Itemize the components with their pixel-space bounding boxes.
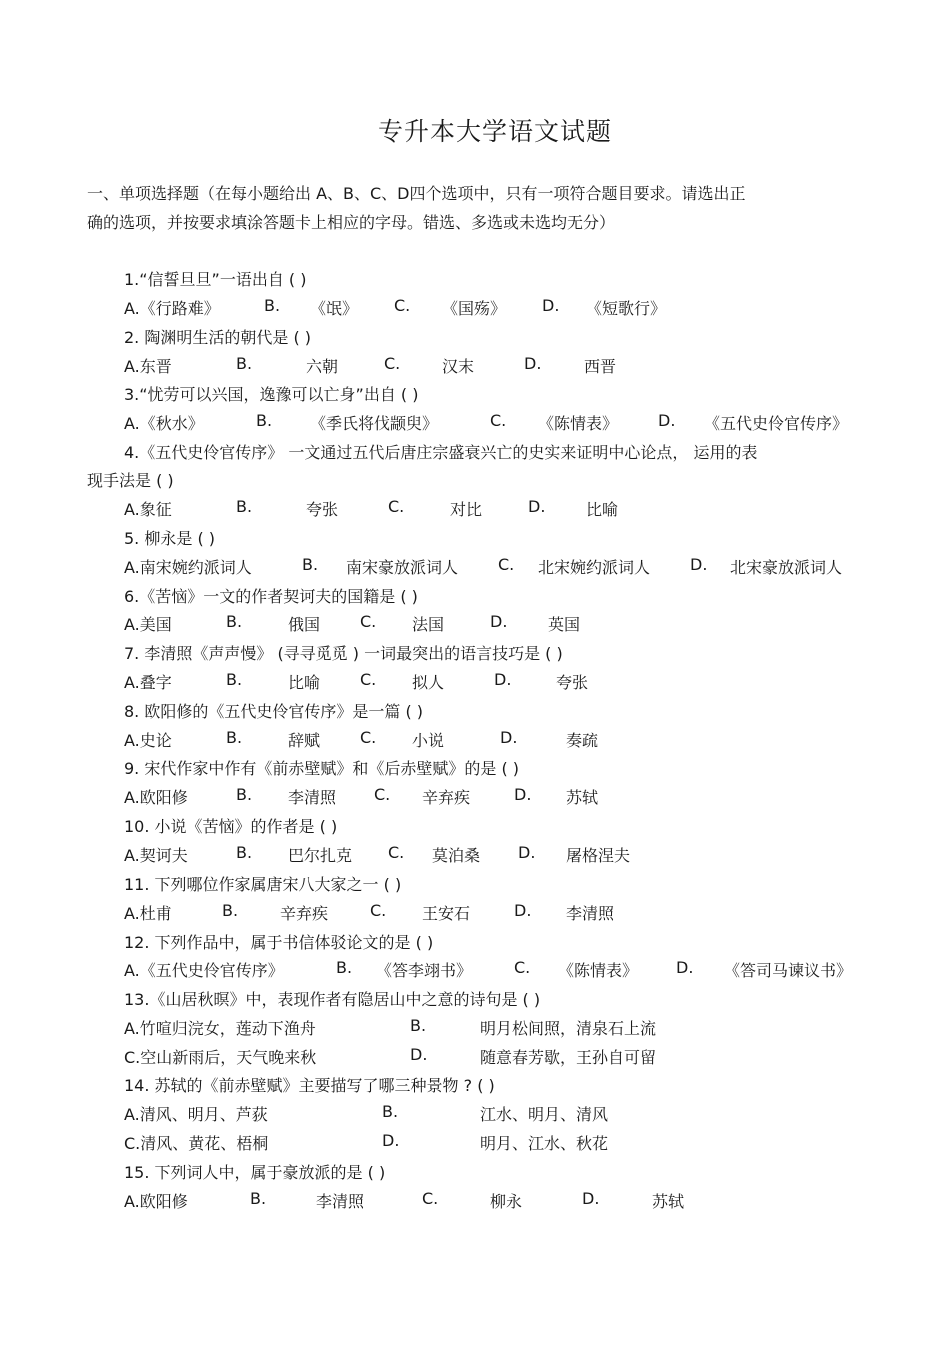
option-d: 随意春芳歇，王孙自可留 <box>480 1048 657 1067</box>
option-c: 柳永 <box>490 1192 523 1211</box>
option-c-letter: C. <box>388 497 405 516</box>
option-b-letter: B. <box>250 1189 267 1208</box>
option-b: 辛弃疾 <box>280 904 329 923</box>
option-b: 巴尔扎克 <box>288 846 353 865</box>
option-b: 南宋豪放派词人 <box>346 558 459 577</box>
option-a: A.《五代史伶官传序》 <box>124 961 284 980</box>
option-c: 拟人 <box>412 673 445 692</box>
option-d: 《答司马谏议书》 <box>724 961 853 980</box>
option-b: 李清照 <box>316 1192 365 1211</box>
question-7-options <box>124 670 884 692</box>
option-c: 《国殇》 <box>442 299 507 318</box>
question-13-options-row-2 <box>124 1045 884 1067</box>
option-b: 明月松间照，清泉石上流 <box>480 1019 657 1038</box>
option-b: 辞赋 <box>288 731 321 750</box>
question-5-options <box>124 555 884 577</box>
option-a: A.欧阳修 <box>124 1192 188 1211</box>
option-b: 比喻 <box>288 673 321 692</box>
option-d-letter: D. <box>514 901 532 920</box>
option-d-letter: D. <box>514 785 532 804</box>
instructions-line-1: 一、单项选择题（在每小题给出 A、B、C、D四个选项中，只有一项符合题目要求。请选出正 <box>87 184 746 203</box>
question-12-options <box>124 958 884 980</box>
question-3-options <box>124 411 884 433</box>
option-c: 法国 <box>412 615 445 634</box>
option-d-letter: D. <box>542 296 560 315</box>
option-c: 小说 <box>412 731 445 750</box>
option-b-letter: B. <box>236 354 253 373</box>
question-11-stem: 11. 下列哪位作家属唐宋八大家之一 ( ) <box>124 875 402 894</box>
option-c-letter: C. <box>394 296 411 315</box>
option-d: 苏轼 <box>566 788 599 807</box>
option-d-letter: D. <box>490 612 508 631</box>
option-c-letter: C. <box>384 354 401 373</box>
option-b-letter: B. <box>226 612 243 631</box>
question-2-options <box>124 354 884 376</box>
option-b-letter: B. <box>336 958 353 977</box>
option-b-letter: B. <box>302 555 319 574</box>
option-b-letter: B. <box>236 785 253 804</box>
option-a: A.史论 <box>124 731 172 750</box>
option-d-letter: D. <box>500 728 518 747</box>
option-a: A.竹喧归浣女，莲动下渔舟 <box>124 1019 316 1038</box>
option-c: 王安石 <box>422 904 471 923</box>
option-d-letter: D. <box>690 555 708 574</box>
option-c-letter: C. <box>388 843 405 862</box>
question-9-stem: 9. 宋代作家中作有《前赤壁赋》和《后赤壁赋》的是 ( ) <box>124 759 520 778</box>
option-c-letter: C. <box>374 785 391 804</box>
question-4-stem: 4.《五代史伶官传序》 一文通过五代后唐庄宗盛衰兴亡的史实来证明中心论点， 运用的表 <box>124 443 758 462</box>
option-b-letter: B. <box>264 296 281 315</box>
question-10-options <box>124 843 884 865</box>
option-a: A.叠字 <box>124 673 172 692</box>
option-c: 汉末 <box>442 357 475 376</box>
option-a: A.东晋 <box>124 357 172 376</box>
option-d-letter: D. <box>524 354 542 373</box>
question-5-stem: 5. 柳永是 ( ) <box>124 529 216 548</box>
option-b: 《答李翊书》 <box>376 961 473 980</box>
option-b-letter: B. <box>226 728 243 747</box>
option-d-letter: D. <box>582 1189 600 1208</box>
option-c: 莫泊桑 <box>432 846 481 865</box>
question-12-stem: 12. 下列作品中，属于书信体驳论文的是 ( ) <box>124 933 434 952</box>
option-a: A.清风、明月、芦荻 <box>124 1105 268 1124</box>
option-d: 西晋 <box>584 357 617 376</box>
page-title: 专升本大学语文试题 <box>377 117 612 146</box>
question-8-stem: 8. 欧阳修的《五代史伶官传序》是一篇 ( ) <box>124 702 424 721</box>
option-c-letter: C. <box>422 1189 439 1208</box>
option-c-letter: C. <box>360 670 377 689</box>
question-1-options <box>124 296 884 318</box>
option-d-letter: D. <box>676 958 694 977</box>
option-b-letter: B. <box>222 901 239 920</box>
option-b: 六朝 <box>306 357 339 376</box>
option-b: 俄国 <box>288 615 321 634</box>
question-15-options <box>124 1189 884 1211</box>
question-1-stem: 1.“信誓旦旦”一语出自 ( ) <box>124 270 307 289</box>
option-d: 《短歌行》 <box>586 299 667 318</box>
option-d-letter: D. <box>494 670 512 689</box>
option-d: 比喻 <box>586 500 619 519</box>
question-14-options-row-1 <box>124 1102 884 1124</box>
option-c-letter: C. <box>490 411 507 430</box>
question-8-options <box>124 728 884 750</box>
option-d: 苏轼 <box>652 1192 685 1211</box>
question-10-stem: 10. 小说《苦恼》的作者是 ( ) <box>124 817 338 836</box>
option-d-letter: D. <box>658 411 676 430</box>
option-d-letter: D. <box>410 1045 428 1064</box>
option-b-letter: B. <box>256 411 273 430</box>
option-a: A.南宋婉约派词人 <box>124 558 252 577</box>
option-a: A.《秋水》 <box>124 414 204 433</box>
question-13-stem: 13.《山居秋暝》中，表现作者有隐居山中之意的诗句是 ( ) <box>124 990 541 1009</box>
option-d: 夸张 <box>556 673 589 692</box>
option-c: 北宋婉约派词人 <box>538 558 651 577</box>
option-a: A.《行路难》 <box>124 299 220 318</box>
option-d: 英国 <box>548 615 581 634</box>
question-3-stem: 3.“忧劳可以兴国，逸豫可以亡身”出自 ( ) <box>124 385 419 404</box>
option-a: A.欧阳修 <box>124 788 188 807</box>
option-c: 对比 <box>450 500 483 519</box>
option-d: 明月、江水、秋花 <box>480 1134 609 1153</box>
question-4-options <box>124 497 884 519</box>
question-6-options <box>124 612 884 634</box>
option-b: 《氓》 <box>310 299 359 318</box>
option-d: 北宋豪放派词人 <box>730 558 843 577</box>
question-4-stem-continued: 现手法是 ( ) <box>87 471 174 490</box>
option-c: C.空山新雨后，天气晚来秋 <box>124 1048 317 1067</box>
option-a: A.美国 <box>124 615 172 634</box>
question-13-options-row-1 <box>124 1016 884 1038</box>
option-b-letter: B. <box>226 670 243 689</box>
question-14-options-row-2 <box>124 1131 884 1153</box>
option-c-letter: C. <box>360 728 377 747</box>
option-c: 《陈情表》 <box>558 961 639 980</box>
option-d: 李清照 <box>566 904 615 923</box>
option-a: A.象征 <box>124 500 172 519</box>
option-d: 屠格涅夫 <box>566 846 631 865</box>
option-b-letter: B. <box>236 497 253 516</box>
option-b: 李清照 <box>288 788 337 807</box>
option-d-letter: D. <box>382 1131 400 1150</box>
question-9-options <box>124 785 884 807</box>
question-7-stem: 7. 李清照《声声慢》 (寻寻觅觅 ) 一词最突出的语言技巧是 ( ) <box>124 644 563 663</box>
option-b-letter: B. <box>236 843 253 862</box>
question-6-stem: 6.《苦恼》一文的作者契诃夫的国籍是 ( ) <box>124 587 418 606</box>
option-d: 奏疏 <box>566 731 599 750</box>
question-15-stem: 15. 下列词人中，属于豪放派的是 ( ) <box>124 1163 386 1182</box>
option-c-letter: C. <box>370 901 387 920</box>
question-2-stem: 2. 陶渊明生活的朝代是 ( ) <box>124 328 312 347</box>
option-a: A.杜甫 <box>124 904 172 923</box>
option-d-letter: D. <box>518 843 536 862</box>
option-b-letter: B. <box>382 1102 399 1121</box>
option-c: 辛弃疾 <box>422 788 471 807</box>
option-b: 江水、明月、清风 <box>480 1105 609 1124</box>
option-c: C.清风、黄花、梧桐 <box>124 1134 269 1153</box>
option-c-letter: C. <box>514 958 531 977</box>
option-a: A.契诃夫 <box>124 846 188 865</box>
option-b: 夸张 <box>306 500 339 519</box>
option-c-letter: C. <box>498 555 515 574</box>
option-b: 《季氏将伐颛臾》 <box>310 414 439 433</box>
option-c-letter: C. <box>360 612 377 631</box>
option-c: 《陈情表》 <box>538 414 619 433</box>
instructions-line-2: 确的选项，并按要求填涂答题卡上相应的字母。错选、多选或未选均无分） <box>87 213 616 232</box>
option-d: 《五代史伶官传序》 <box>704 414 849 433</box>
question-14-stem: 14. 苏轼的《前赤壁赋》主要描写了哪三种景物 ? ( ) <box>124 1076 495 1095</box>
option-b-letter: B. <box>410 1016 427 1035</box>
question-11-options <box>124 901 884 923</box>
option-d-letter: D. <box>528 497 546 516</box>
